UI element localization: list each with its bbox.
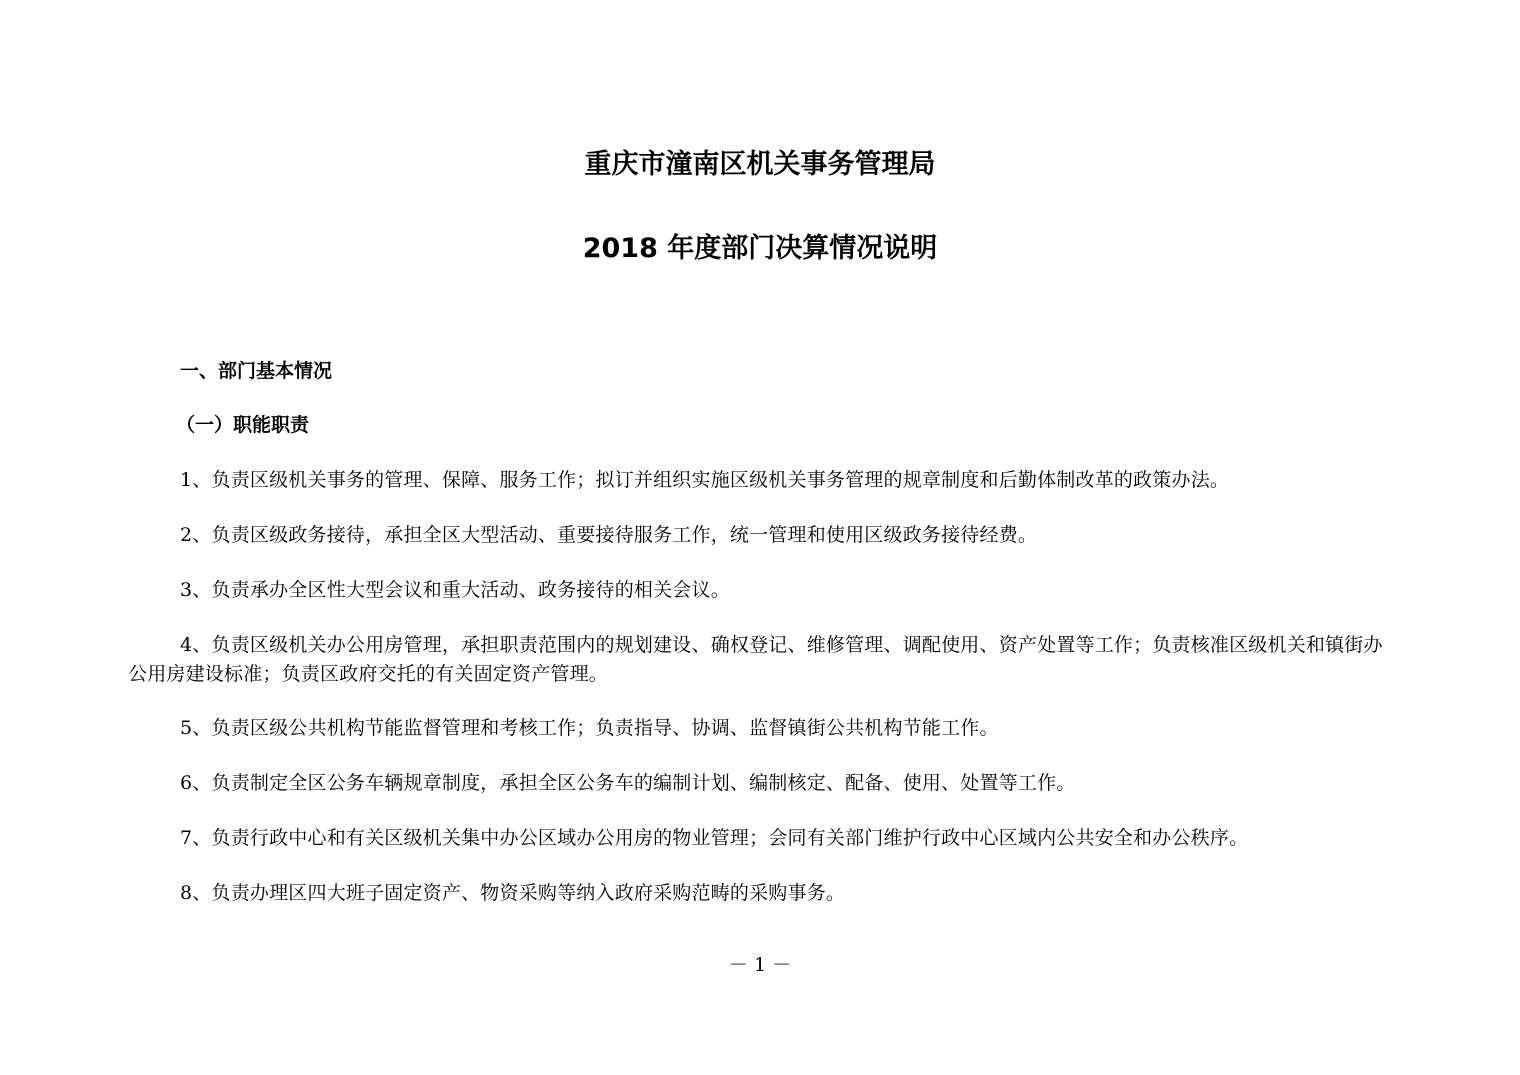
function-item-6: 6、负责制定全区公务车辆规章制度，承担全区公务车的编制计划、编制核定、配备、使用、处置等工作。 — [180, 772, 1076, 794]
document-title-line-2: 2018 年度部门决算情况说明 — [582, 233, 938, 264]
subsection-heading-functions: （一）职能职责 — [176, 414, 310, 436]
function-item-1: 1、负责区级机关事务的管理、保障、服务工作；拟订并组织实施区级机关事务管理的规章制度和后勤体制改革的政策办法。 — [180, 469, 1230, 491]
function-item-5: 5、负责区级公共机构节能监督管理和考核工作；负责指导、协调、监督镇街公共机构节能工作。 — [180, 717, 999, 739]
function-item-8: 8、负责办理区四大班子固定资产、物资采购等纳入政府采购范畴的采购事务。 — [180, 882, 846, 904]
section-heading-basic-info: 一、部门基本情况 — [180, 360, 333, 382]
function-item-3: 3、负责承办全区性大型会议和重大活动、政务接待的相关会议。 — [180, 579, 730, 601]
page-number: － 1 － — [728, 954, 792, 976]
function-item-7: 7、负责行政中心和有关区级机关集中办公区域办公用房的物业管理；会同有关部门维护行政中心区域内公共安全和办公秩序。 — [180, 827, 1249, 849]
document-title-line-1: 重庆市潼南区机关事务管理局 — [584, 149, 936, 180]
function-item-4: 4、负责区级机关办公用房管理，承担职责范围内的规划建设、确权登记、维修管理、调配使用、资产处置等工作；负责核准区级机关和镇街办公用房建设标准；负责区政府交托的有关固定资产管理。 — [128, 634, 1383, 685]
function-item-2: 2、负责区级政务接待，承担全区大型活动、重要接待服务工作，统一管理和使用区级政务接待经费。 — [180, 524, 1038, 546]
